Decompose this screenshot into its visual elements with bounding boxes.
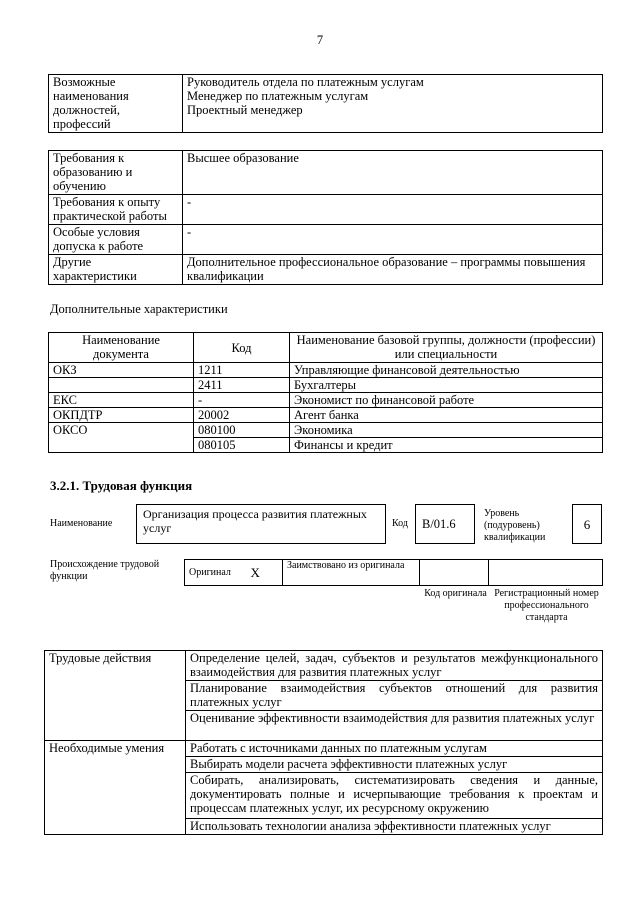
experience-value: -	[183, 195, 603, 225]
header-code: Код	[194, 333, 290, 363]
header-name: Наименование базовой группы, должности (профессии) или специальности	[290, 333, 603, 363]
action-item: Определение целей, задач, субъектов и результатов межфункционального взаимодействия для развития платежных услуг	[186, 651, 603, 681]
function-code-box: B/01.6	[415, 504, 475, 544]
original-label: Оригинал	[185, 560, 247, 586]
education-label: Требования к образованию и обучению	[49, 151, 183, 195]
origin-table	[184, 559, 603, 586]
origin-label: Происхождение трудовой функции	[50, 559, 160, 582]
doc-cell: ОКЗ	[49, 363, 194, 378]
function-code-label: Код	[392, 518, 408, 529]
job-title: Руководитель отдела по платежным услугам	[187, 75, 424, 89]
action-item: Планирование взаимодействия субъектов отношений для развития платежных услуг	[186, 681, 603, 711]
experience-label: Требования к опыту практической работы	[49, 195, 183, 225]
page-number: 7	[316, 33, 324, 47]
skills-label: Необходимые умения	[45, 741, 186, 835]
job-titles-table	[48, 74, 603, 133]
doc-cell: ЕКС	[49, 393, 194, 408]
code-cell: 1211	[194, 363, 290, 378]
name-cell: Финансы и кредит	[290, 438, 603, 453]
job-titles-label: Возможные наименования должностей, профессий	[49, 75, 183, 133]
doc-cell	[49, 438, 194, 453]
skill-item: Выбирать модели расчета эффективности платежных услуг	[186, 757, 603, 773]
education-value: Высшее образование	[183, 151, 603, 195]
job-title: Менеджер по платежным услугам	[187, 89, 369, 103]
function-name-label: Наименование	[50, 518, 113, 529]
action-item: Оценивание эффективности взаимодействия для развития платежных услуг	[186, 711, 603, 741]
admission-label: Особые условия допуска к работе	[49, 225, 183, 255]
name-cell: Бухгалтеры	[290, 378, 603, 393]
actions-label: Трудовые действия	[45, 651, 186, 741]
code-cell: -	[194, 393, 290, 408]
reg-caption: Регистрационный номер профессионального стандарта	[494, 588, 599, 623]
level-label: Уровень (подуровень) квалификации	[484, 508, 546, 543]
name-cell: Экономист по финансовой работе	[290, 393, 603, 408]
level-box: 6	[572, 504, 602, 544]
origin-code-cell	[420, 560, 489, 586]
code-cell: 20002	[194, 408, 290, 423]
name-cell: Управляющие финансовой деятельностью	[290, 363, 603, 378]
code-caption: Код оригинала	[424, 588, 487, 599]
skill-item: Использовать технологии анализа эффективности платежных услуг	[186, 819, 603, 835]
header-document: Наименование документа	[49, 333, 194, 363]
additional-table	[48, 332, 603, 453]
additional-title: Дополнительные характеристики	[50, 302, 228, 316]
other-label: Другие характеристики	[49, 255, 183, 285]
functions-table	[44, 650, 603, 835]
doc-cell	[49, 378, 194, 393]
doc-cell: ОКСО	[49, 423, 194, 438]
code-cell: 080105	[194, 438, 290, 453]
borrowed-label: Заимствовано из оригинала	[283, 560, 420, 586]
original-mark: X	[247, 560, 283, 586]
skill-item: Собирать, анализировать, систематизировать сведения и данные, документировать полные и исчерпывающие требования к проектам и процессам платежных услуг, их ресурсному окружению	[186, 773, 603, 819]
function-name-box: Организация процесса развития платежных услуг	[136, 504, 386, 544]
requirements-table	[48, 150, 603, 285]
admission-value: -	[183, 225, 603, 255]
name-cell: Агент банка	[290, 408, 603, 423]
origin-reg-cell	[489, 560, 603, 586]
doc-cell: ОКПДТР	[49, 408, 194, 423]
job-title: Проектный менеджер	[187, 103, 303, 117]
skill-item: Работать с источниками данных по платежным услугам	[186, 741, 603, 757]
code-cell: 2411	[194, 378, 290, 393]
other-value: Дополнительное профессиональное образование – программы повышения квалификации	[183, 255, 603, 285]
function-heading: 3.2.1. Трудовая функция	[50, 478, 193, 493]
job-titles-values	[183, 75, 603, 133]
code-cell: 080100	[194, 423, 290, 438]
name-cell: Экономика	[290, 423, 603, 438]
